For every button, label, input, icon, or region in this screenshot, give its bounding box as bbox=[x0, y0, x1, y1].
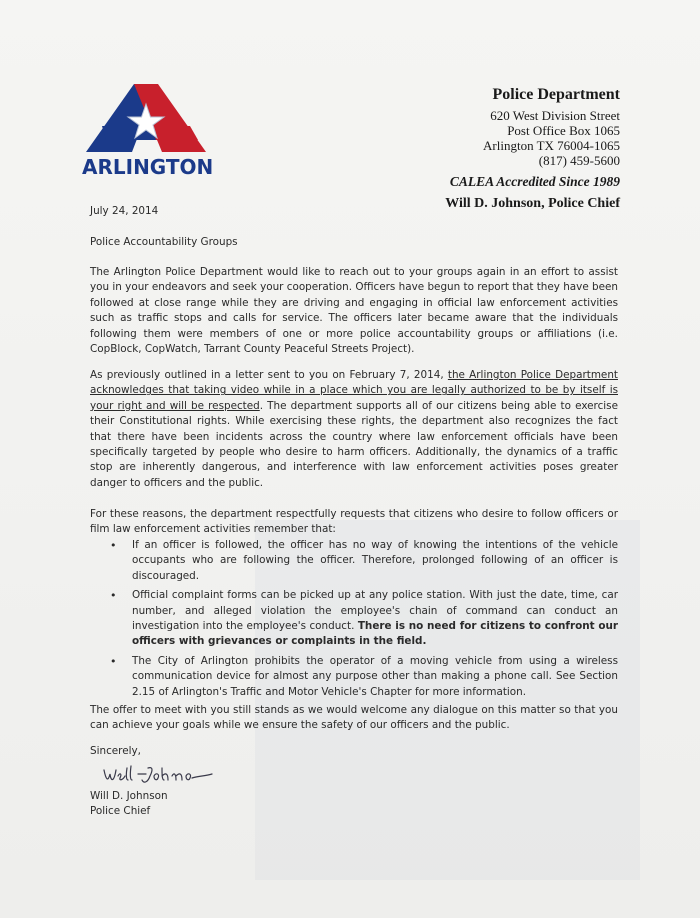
paragraph-1: The Arlington Police Department would like to reach out to your groups again in an effort to assist you in your endeavors and seek your cooperation. Officers have begun to report that they have been followed at close range while they are driving and engaging in official law enforcement activities such as traffic stops and calls for service. The officers later became aware that the individuals following them were members of one or more police accountability groups or affiliations (i.e. CopBlock, CopWatch, Tarrant County Peaceful Streets Project). bbox=[90, 266, 618, 356]
paragraph-2 bbox=[90, 368, 618, 491]
bullet-list bbox=[110, 538, 618, 704]
signer-title: Police Chief bbox=[90, 805, 151, 817]
address-line-1: 620 West Division Street bbox=[490, 108, 620, 123]
bullet-item-2 bbox=[110, 588, 618, 650]
bullet-2-bold: There is no need for citizens to confront our officers with grievances or complaints in the field. bbox=[132, 620, 618, 648]
paragraph-4: The offer to meet with you still stands as we would welcome any dialogue on this matter so that you can achieve your goals while we ensure the safety of our officers and the public. bbox=[90, 704, 618, 732]
bullet-2-text: Official complaint forms can be picked up at any police station. With just the date, time, car number, and alleged violation the employee's chain of command can conduct an investigation into the employee's conduct. bbox=[132, 589, 618, 633]
closing: Sincerely, bbox=[90, 745, 141, 757]
letter-date: July 24, 2014 bbox=[90, 205, 159, 217]
handwritten-signature bbox=[102, 762, 214, 792]
arlington-a-star-icon bbox=[82, 84, 210, 156]
paragraph-3: For these reasons, the department respectfully requests that citizens who desire to follow officers or film law enforcement activities remember that: bbox=[90, 508, 618, 536]
address-line-3: Arlington TX 76004-1065 bbox=[483, 138, 620, 153]
bullet-item-1: • If an officer is followed, the officer has no way of knowing the intentions of the vehicle occupants who are following the officer. Therefore, prolonged following of an officer is discouraged. bbox=[110, 538, 618, 584]
address-line-4: (817) 459-5600 bbox=[538, 153, 620, 168]
department-name: Police Department bbox=[492, 86, 620, 103]
accreditation-line: CALEA Accredited Since 1989 bbox=[449, 174, 620, 189]
arlington-logo bbox=[82, 84, 214, 182]
department-header bbox=[445, 86, 620, 212]
paragraph-2-underlined: the Arlington Police Department acknowledges that taking video while in a place which you are legally authorized to be by itself is your right and will be respected bbox=[90, 369, 618, 412]
paragraph-2-end: . The department supports all of our citizens being able to exercise their Constitutional rights. While exercising these rights, the department also recognizes the fact that there have been incidents across the country where law enforcement officials have been specifically targeted by people who desire to harm officers. Additionally, the dynamics of a traffic stop are inherently dangerous, and interference with law enforcement activities poses greater danger to officers and the public. bbox=[90, 399, 618, 489]
address-line-2: Post Office Box 1065 bbox=[507, 123, 620, 138]
paragraph-2-start: As previously outlined in a letter sent to you on February 7, 2014, bbox=[90, 369, 448, 381]
salutation: Police Accountability Groups bbox=[90, 236, 238, 248]
bullet-item-3: • The City of Arlington prohibits the operator of a moving vehicle from using a wireless communication device for almost any purpose other than making a phone call. See Section 2.15 of Arlington's Traffic and Motor Vehicle's Chapter for more information. bbox=[110, 654, 618, 700]
chief-line: Will D. Johnson, Police Chief bbox=[445, 196, 620, 211]
signer-name: Will D. Johnson bbox=[90, 790, 168, 802]
logo-wordmark: ARLINGTON bbox=[82, 155, 214, 179]
